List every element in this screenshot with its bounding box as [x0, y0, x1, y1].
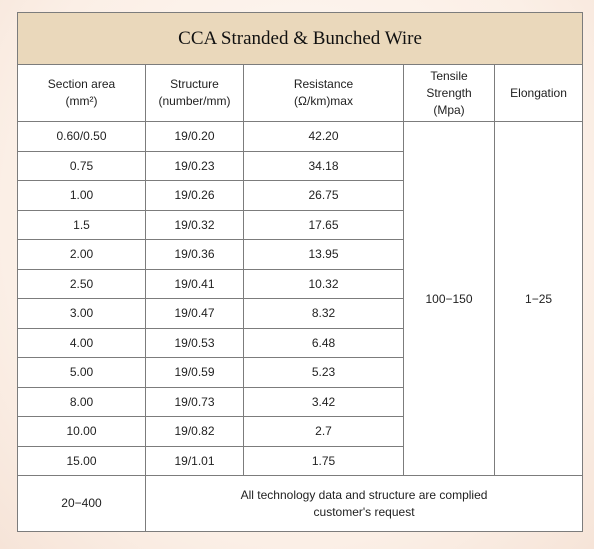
- structure-cell: 19/0.32: [146, 210, 244, 240]
- header-structure-line2: (number/mm): [158, 94, 231, 108]
- resistance-cell: 2.7: [244, 417, 404, 447]
- section-cell: 2.00: [18, 240, 146, 270]
- header-section-area-line1: Section area: [47, 77, 116, 91]
- section-cell: 0.75: [18, 151, 146, 181]
- section-cell: 1.5: [18, 210, 146, 240]
- header-resistance-line2: (Ω/km)max: [294, 94, 353, 108]
- section-cell: 15.00: [18, 446, 146, 476]
- structure-cell: 19/0.53: [146, 328, 244, 358]
- table-row: [18, 122, 583, 152]
- structure-cell: 19/0.20: [146, 122, 244, 152]
- section-cell: 8.00: [18, 387, 146, 417]
- structure-cell: 19/0.82: [146, 417, 244, 447]
- tensile-strength-value: 100−150: [404, 122, 495, 476]
- header-section-area-line2: (mm²): [65, 94, 98, 108]
- structure-cell: 19/0.59: [146, 358, 244, 388]
- section-cell: 10.00: [18, 417, 146, 447]
- structure-cell: 19/0.47: [146, 299, 244, 329]
- footer-row: [18, 476, 583, 532]
- header-section-area: [18, 65, 146, 122]
- footer-note-line: customer's request: [313, 504, 415, 519]
- resistance-cell: 13.95: [244, 240, 404, 270]
- resistance-cell: 1.75: [244, 446, 404, 476]
- structure-cell: 19/0.23: [146, 151, 244, 181]
- resistance-cell: 26.75: [244, 181, 404, 211]
- resistance-cell: 42.20: [244, 122, 404, 152]
- header-tensile-strength: [404, 65, 495, 122]
- header-row: [18, 65, 583, 122]
- section-cell: 4.00: [18, 328, 146, 358]
- table-title: CCA Stranded & Bunched Wire: [18, 13, 583, 65]
- header-resistance: [244, 65, 404, 122]
- structure-cell: 19/0.73: [146, 387, 244, 417]
- elongation-value: 1−25: [495, 122, 583, 476]
- header-tensile-line1: Tensile: [430, 68, 468, 83]
- resistance-cell: 6.48: [244, 328, 404, 358]
- structure-cell: 19/1.01: [146, 446, 244, 476]
- section-cell: 1.00: [18, 181, 146, 211]
- section-cell: 0.60/0.50: [18, 122, 146, 152]
- footer-note-line: All technology data and structure are complied: [240, 487, 488, 502]
- header-tensile-line3: (Mpa): [433, 102, 465, 117]
- section-cell: 5.00: [18, 358, 146, 388]
- resistance-cell: 3.42: [244, 387, 404, 417]
- title-row: [18, 13, 583, 65]
- resistance-cell: 5.23: [244, 358, 404, 388]
- resistance-cell: 34.18: [244, 151, 404, 181]
- footer-note: [146, 476, 583, 532]
- header-structure-line1: Structure: [170, 77, 219, 91]
- section-cell: 2.50: [18, 269, 146, 299]
- header-elongation: Elongation: [495, 65, 583, 122]
- resistance-cell: 8.32: [244, 299, 404, 329]
- section-cell: 3.00: [18, 299, 146, 329]
- structure-cell: 19/0.36: [146, 240, 244, 270]
- header-structure: [146, 65, 244, 122]
- header-tensile-line2: Strength: [426, 85, 472, 100]
- structure-cell: 19/0.26: [146, 181, 244, 211]
- header-resistance-line1: Resistance: [293, 77, 354, 91]
- structure-cell: 19/0.41: [146, 269, 244, 299]
- resistance-cell: 17.65: [244, 210, 404, 240]
- footer-section-range: 20−400: [18, 476, 146, 532]
- spec-table: [17, 12, 583, 532]
- resistance-cell: 10.32: [244, 269, 404, 299]
